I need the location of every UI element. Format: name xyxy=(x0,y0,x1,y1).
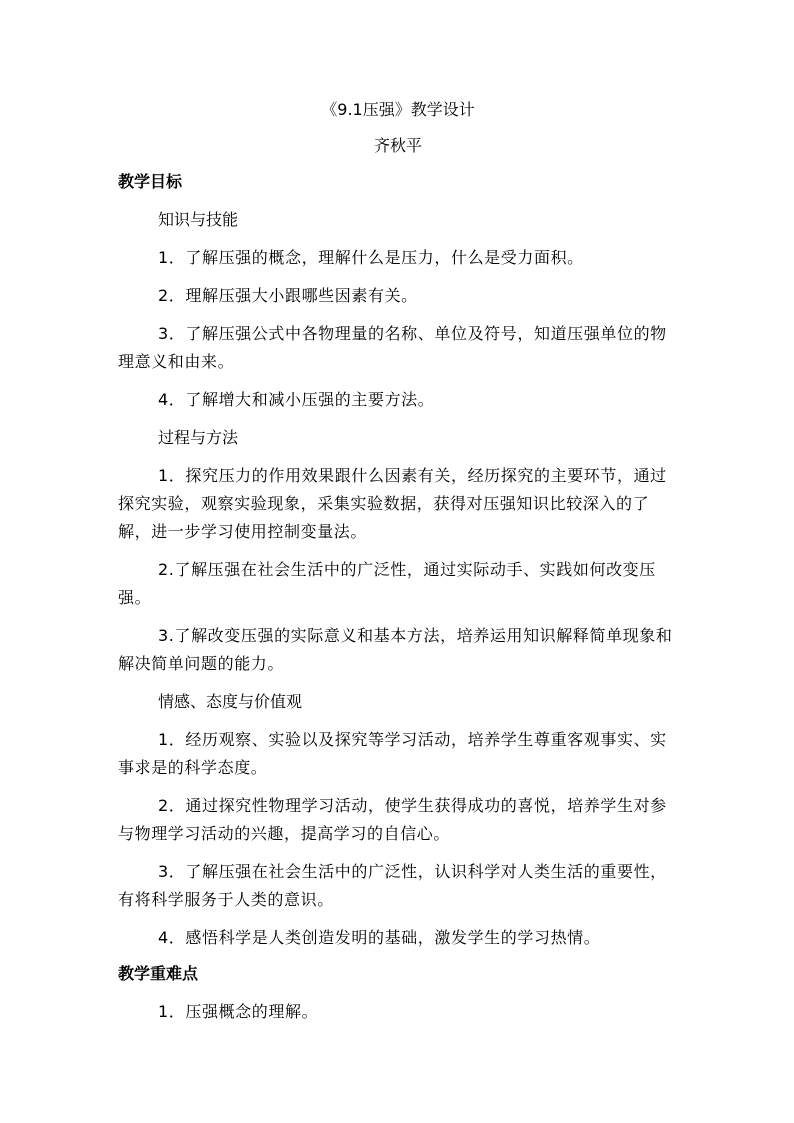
knowledge-item-1: 1．了解压强的概念，理解什么是压力，什么是受力面积。 xyxy=(158,248,584,267)
document-author: 齐秋平 xyxy=(373,136,422,155)
attitude-item-2: 2．通过探究性物理学习活动，使学生获得成功的喜悦，培养学生对参与物理学习活动的兴趣，提高学习的自信心。 xyxy=(118,796,667,843)
section-heading-goals: 教学目标 xyxy=(118,172,183,191)
document-body xyxy=(118,96,678,1026)
process-item-1: 1．探究压力的作用效果跟什么因素有关，经历探究的主要环节，通过探究实验，观察实验现象，采集实验数据，获得对压强知识比较深入的了解，进一步学习使用控制变量法。 xyxy=(118,466,667,541)
process-item-2: 2.了解压强在社会生活中的广泛性，通过实际动手、实践如何改变压强。 xyxy=(118,560,656,607)
knowledge-item-4: 4．了解增大和减小压强的主要方法。 xyxy=(158,390,435,409)
keypoint-item-1: 1．压强概念的理解。 xyxy=(158,1002,319,1021)
knowledge-item-3: 3．了解压强公式中各物理量的名称、单位及符号，知道压强单位的物理意义和由来。 xyxy=(118,324,667,371)
attitude-item-3: 3．了解压强在社会生活中的广泛性，认识科学对人类生活的重要性，有将科学服务于人类的意识。 xyxy=(118,862,667,909)
section-heading-keypoints: 教学重难点 xyxy=(118,964,199,983)
subheading-process: 过程与方法 xyxy=(158,428,239,447)
attitude-item-4: 4．感悟科学是人类创造发明的基础，激发学生的学习热情。 xyxy=(158,928,601,947)
subheading-attitude: 情感、态度与价值观 xyxy=(158,692,303,711)
subheading-knowledge: 知识与技能 xyxy=(158,210,239,229)
process-item-3: 3.了解改变压强的实际意义和基本方法，培养运用知识解释简单现象和解决简单问题的能力。 xyxy=(118,626,673,673)
attitude-item-1: 1．经历观察、实验以及探究等学习活动，培养学生尊重客观事实、实事求是的科学态度。 xyxy=(118,730,667,777)
knowledge-item-2: 2．理解压强大小跟哪些因素有关。 xyxy=(158,286,418,305)
document-title: 《9.1压强》教学设计 xyxy=(321,100,475,119)
